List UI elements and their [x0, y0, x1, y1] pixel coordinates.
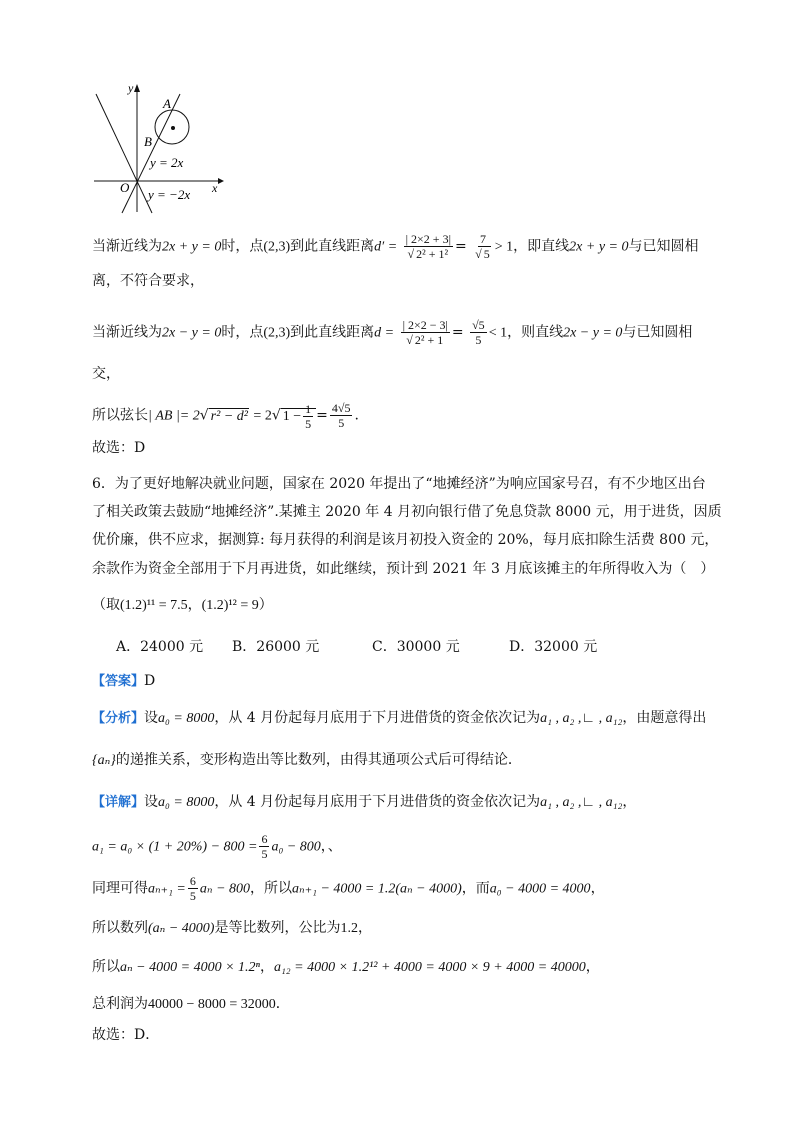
text: 所以数列	[92, 920, 148, 936]
formula: a₁ = a₀ × (1 + 20%) − 800 =	[92, 839, 258, 855]
detail-line-3	[92, 874, 605, 903]
solution-line-1: 当渐近线为2x + y = 0时，点(2,3)到此直线距离d′ = $\frac{| 2\times 2 + 3|}{\text{√ 2² + 1²}}$ = $\frac{7}{√ 5}$ > 1，即直线2x + y = 0与已知圆相	[92, 232, 699, 261]
text: ，、	[320, 838, 342, 855]
numerator: 6	[189, 874, 196, 888]
formula: aₙ − 800	[199, 881, 251, 897]
formula: 2x − y = 0	[563, 325, 623, 341]
label-x: x	[212, 181, 218, 195]
solution-line-6: 故选：D	[92, 440, 146, 456]
numerator: 7	[479, 232, 486, 246]
text: 的递推关系，变形构造出等比数列，由得其通项公式后可得结论．	[115, 752, 522, 768]
solution-line-3: 当渐近线为2x − y = 0时，点(2,3)到此直线距离d = $\frac{| 2\times 2 - 3|}{\text{√ 2² + 1}}$ = $\frac{√5}{5}$ < 1，则直线2x − y = 0与已知圆相	[92, 318, 693, 347]
formula: aₙ − 4000 = 4000 × 1.2ⁿ	[120, 960, 260, 975]
formula: (1.2)¹² = 9	[201, 598, 259, 613]
analysis-tag: 【分析】	[92, 711, 145, 726]
formula: d =	[374, 325, 395, 341]
text: ，	[590, 880, 605, 897]
option-a: A．24000 元	[116, 639, 204, 655]
fraction	[470, 318, 487, 347]
solution-line-2: 离，不符合要求，	[92, 273, 204, 289]
text: ，	[259, 959, 274, 975]
y-axis-arrow	[134, 84, 140, 92]
radicand: 2² + 1	[414, 333, 444, 347]
text: ，	[357, 920, 372, 936]
denominator: 5	[338, 416, 345, 430]
text: ，从 4 月份起每月底用于下月进借货的资金依次记为	[214, 794, 541, 810]
text: 同理可得	[92, 880, 148, 897]
formula: 1.2	[340, 921, 358, 936]
fraction	[303, 402, 313, 431]
text: ）	[258, 597, 273, 613]
formula: (2,3)	[263, 325, 291, 341]
text: ，	[585, 959, 600, 975]
denominator: 5	[475, 333, 482, 347]
formula: a₀ − 4000 = 4000	[489, 881, 591, 897]
solution-line-4: 交，	[92, 366, 120, 382]
numerator: | 2×2 − 3|	[402, 318, 448, 332]
text: ，而	[461, 880, 490, 897]
label-a: A	[163, 96, 171, 111]
hyperbola-asymptote-figure	[90, 80, 230, 220]
formula: < 1	[488, 325, 508, 341]
text: 是等比数列，公比为	[214, 920, 341, 936]
detail-line-5	[92, 957, 600, 978]
text: 设	[144, 710, 159, 726]
denominator: √ 5	[475, 247, 490, 261]
answer-value: D	[144, 673, 156, 689]
numerator: √5	[472, 318, 485, 332]
analysis-line-1	[92, 708, 706, 729]
numerator: 6	[261, 832, 268, 846]
formula: (2,3)	[263, 239, 291, 255]
text: ，则直线	[507, 324, 564, 341]
denominator: 5	[261, 847, 268, 861]
question-6-line-1: 6．为了更好地解决就业问题，国家在 2020 年提出了“地摊经济”为响应国家号召，有不少地区出台	[92, 476, 706, 492]
x-axis-arrow	[218, 178, 224, 184]
text: （取	[92, 597, 120, 613]
question-6-line-3: 优价廉，供不应求，据测算: 每月获得的利润是该月初投入资金的 20%，每月底扣除生活费 800 元，	[92, 532, 719, 548]
text: 所以弦长	[92, 407, 148, 424]
formula: a₁₂ = 4000 × 1.2¹² + 4000 = 4000 × 9 + 4000 = 40000	[273, 960, 586, 975]
formula: {aₙ}	[92, 753, 116, 768]
fraction	[188, 874, 198, 903]
text: 所以	[92, 959, 120, 975]
text: ，所以	[250, 880, 293, 897]
question-6-line-2: 了相关政策去鼓励“地摊经济”.某摊主 2020 年 4 月初向银行借了免息贷款 8000 元，用于进货，因质	[92, 504, 722, 520]
formula: > 1	[494, 239, 514, 255]
formula: | AB |= 2	[148, 408, 200, 424]
formula: d′ =	[374, 239, 398, 255]
formula: a₀ = 8000	[158, 795, 215, 810]
text: ，	[622, 794, 637, 810]
text: 当渐近线为	[92, 238, 162, 255]
fraction	[330, 401, 353, 430]
formula: a₁ , a₂ ,∟ , a₁₂	[540, 711, 623, 726]
question-6-line-4: 余款作为资金全部用于下月再进货，如此继续，预计到 2021 年 3 月底该摊主的年所得收入为（ ）	[92, 561, 715, 577]
text: ．	[275, 996, 290, 1012]
denominator: 5	[189, 889, 196, 903]
detail-line-6	[92, 994, 290, 1015]
label-line-2x: y = 2x	[150, 155, 184, 170]
line-y-neg2x	[96, 94, 152, 213]
formula: 2x + y = 0	[569, 239, 629, 255]
detail-tag: 【详解】	[92, 795, 145, 810]
text: 当渐近线为	[92, 324, 162, 341]
text: 与已知圆相	[622, 324, 693, 341]
fraction	[404, 232, 453, 261]
text: 时，点	[221, 238, 264, 255]
label-line-neg2x: y = −2x	[148, 187, 191, 202]
formula: aₙ₊₁ − 4000 = 1.2(aₙ − 4000)	[292, 881, 462, 897]
formula: 2x − y = 0	[162, 325, 222, 341]
fraction	[401, 318, 450, 347]
label-b: B	[144, 134, 152, 149]
detail-line-4	[92, 918, 372, 939]
analysis-line-2	[92, 750, 522, 771]
numerator: 1	[305, 401, 312, 416]
question-6-hint	[92, 595, 273, 616]
formula: = 2	[253, 408, 272, 424]
numerator: 4√5	[331, 401, 351, 415]
detail-line-7: 故选：D．	[92, 1027, 160, 1043]
formula: aₙ₊₁ =	[148, 881, 186, 897]
formula: (1.2)¹¹ = 7.5	[120, 598, 188, 613]
formula: (aₙ − 4000)	[148, 921, 215, 936]
option-d: D．32000 元	[509, 639, 598, 655]
radicand: 5	[483, 247, 490, 261]
text: ，	[187, 597, 202, 613]
radicand: 2² + 1²	[416, 247, 449, 261]
answer-tag: 【答案】	[92, 674, 145, 689]
formula: 2x + y = 0	[162, 239, 222, 255]
text: 到此直线距离	[290, 324, 375, 341]
text: ，从 4 月份起每月底用于下月进借货的资金依次记为	[214, 710, 541, 726]
option-b: B．26000 元	[232, 639, 320, 655]
circle-center	[171, 126, 175, 130]
text: ，即直线	[513, 238, 570, 255]
label-y: y	[128, 81, 134, 95]
formula: 40000 − 8000 = 32000	[148, 997, 276, 1012]
numerator: | 2×2 + 3|	[405, 232, 451, 246]
option-c: C．30000 元	[372, 639, 460, 655]
text: 总利润为	[92, 996, 148, 1012]
formula: a₁ , a₂ ,∟ , a₁₂	[540, 795, 623, 810]
formula: a₀ = 8000	[158, 711, 215, 726]
fraction	[259, 832, 269, 861]
detail-line-1	[92, 792, 636, 813]
answer-line	[92, 671, 155, 692]
text: 时，点	[221, 324, 264, 341]
text: 到此直线距离	[290, 238, 375, 255]
formula: 1 −	[282, 408, 302, 424]
radicand: r² − d²	[210, 408, 248, 424]
formula: a₀ − 800	[271, 839, 321, 855]
denominator: √ 2² + 1	[406, 333, 444, 347]
text: 与已知圆相	[628, 238, 699, 255]
solution-line-5: 所以弦长| AB |= 2√ r² − d² = 2√ 1 − $\frac{1}{5}$ = $\frac{4√5}{5}$ .	[92, 401, 359, 431]
denominator: √ 2² + 1²	[407, 247, 449, 261]
detail-line-2	[92, 832, 342, 861]
radicand	[281, 401, 316, 431]
denominator: 5	[305, 416, 312, 431]
text: ，由题意得出	[622, 710, 707, 726]
label-origin: O	[120, 180, 130, 195]
text: 设	[144, 794, 159, 810]
fraction	[473, 232, 493, 261]
